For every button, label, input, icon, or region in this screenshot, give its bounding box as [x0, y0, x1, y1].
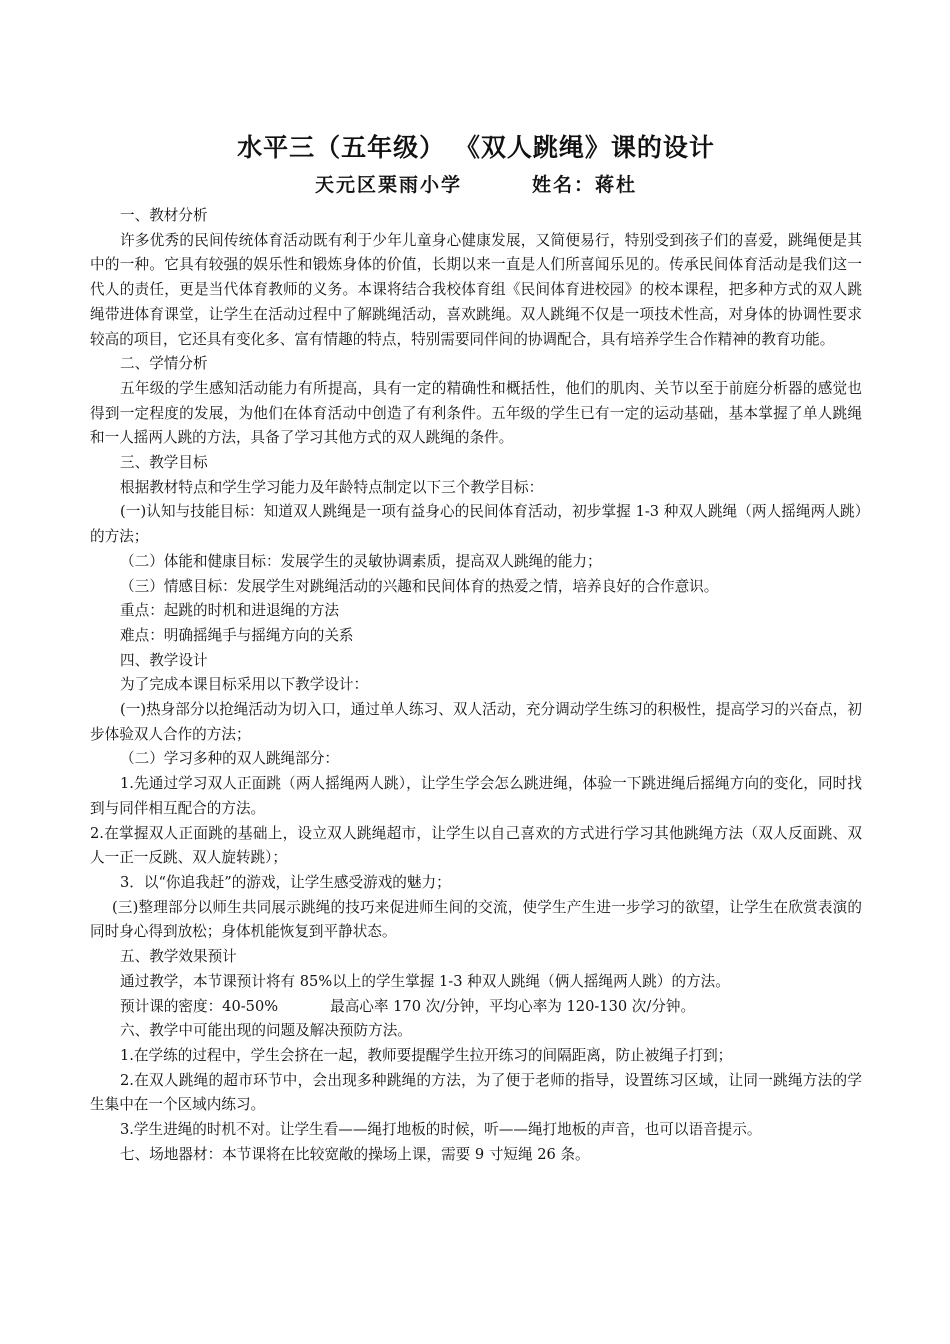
section-3-intro: 根据教材特点和学生学习能力及年龄特点制定以下三个教学目标： [120, 478, 544, 496]
section-6-item-1: 1.在学练的过程中，学生会挤在一起，教师要提醒学生拉开练习的间隔距离，防止被绳子打到； [120, 1046, 733, 1064]
document-subtitle [90, 168, 862, 202]
document-page [90, 128, 862, 1167]
section-6-item-3: 3.学生进绳的时机不对。让学生看——绳打地板的时候，听——绳打地板的声音，也可以语音提示。 [120, 1121, 762, 1139]
section-4-part-3: (三)整理部分以师生共同展示跳绳的技巧来促进师生间的交流，使学生产生进一步学习的欲望，让学生在欣赏表演的同时身心得到放松；身体机能恢复到平静状态。 [90, 898, 862, 941]
section-6-item-2: 2.在双人跳绳的超市环节中，会出现多种跳绳的方法，为了便于老师的指导，设置练习区域，让同一跳绳方法的学生集中在一个区域内练习。 [90, 1071, 862, 1114]
section-4-heading: 四、教学设计 [120, 651, 208, 669]
section-3-goal-2: （二）体能和健康目标：发展学生的灵敏协调素质，提高双人跳绳的能力； [120, 552, 602, 570]
section-4-intro: 为了完成本课目标采用以下教学设计： [120, 676, 369, 694]
section-4-part-1: (一)热身部分以抢绳活动为切入口，通过单人练习、双人活动，充分调动学生练习的积极性，提高学习的兴奋点，初步体验双人合作的方法； [90, 701, 862, 743]
document-title: 水平三（五年级） 《双人跳绳》课的设计 [237, 133, 715, 162]
lesson-density: 预计课的密度：40-50% [120, 997, 279, 1015]
section-6-heading: 六、教学中可能出现的问题及解决预防方法。 [120, 1022, 412, 1040]
section-7: 七、场地器材：本节课将在比较宽敞的操场上课，需要 9 寸短绳 26 条。 [120, 1145, 590, 1163]
section-2-body: 五年级的学生感知活动能力有所提高，具有一定的精确性和概括性，他们的肌肉、关节以至于前庭分析器的感觉也得到一定程度的发展，为他们在体育活动中创造了有利条件。五年级的学生已有一定的运动基础，基本掌握了单人跳绳和一人摇两人跳的方法，具备了学习其他方式的双人跳绳的条件。 [90, 379, 862, 447]
section-2-heading: 二、学情分析 [120, 355, 208, 373]
section-1-body: 许多优秀的民间传统体育活动既有利于少年儿童身心健康发展，又简便易行，特别受到孩子们的喜爱，跳绳便是其中的一种。它具有较强的娱乐性和锻炼身体的价值，长期以来一直是人们所喜闻乐见的。传承民间体育活动是我们这一代人的责任，更是当代体育教师的义务。本课将结合我校体育组《民间体育进校园》的校本课程，把多种方式的双人跳绳带进体育课堂，让学生在活动过程中了解跳绳活动，喜欢跳绳。双人跳绳不仅是一项技术性高，对身体的协调性要求较高的项目，它还具有变化多、富有情趣的特点，特别需要同伴间的协调配合，具有培养学生合作精神的教育功能。 [90, 231, 862, 348]
section-4-item-1: 1.先通过学习双人正面跳（两人摇绳两人跳），让学生学会怎么跳进绳，体验一下跳进绳后摇绳方向的变化，同时找到与同伴相互配合的方法。 [90, 775, 862, 817]
section-3-goal-1: (一)认知与技能目标：知道双人跳绳是一项有益身心的民间体育活动，初步掌握 1-3 种双人跳绳（两人摇绳两人跳）的方法； [90, 503, 862, 546]
section-4-part-2: （二）学习多种的双人跳绳部分： [120, 750, 339, 768]
section-1-heading: 一、教材分析 [120, 207, 208, 224]
section-3-key-point: 重点：起跳的时机和进退绳的方法 [120, 602, 339, 620]
section-4-item-2: 2.在掌握双人正面跳的基础上，设立双人跳绳超市，让学生以自己喜欢的方式进行学习其他跳绳方法（双人反面跳、双人一正一反跳、双人旋转跳）； [90, 824, 862, 867]
section-3-goal-3: （三）情感目标：发展学生对跳绳活动的兴趣和民间体育的热爱之情，培养良好的合作意识。 [120, 577, 719, 595]
school-name: 天元区栗雨小学 [314, 174, 462, 196]
heart-rate: 最高心率 170 次/分钟，平均心率为 120-130 次/分钟。 [330, 997, 696, 1015]
section-4-item-3: 3．以“你追我赶”的游戏，让学生感受游戏的魅力； [120, 873, 451, 891]
section-5-metrics [90, 995, 862, 1020]
author-name: 姓名：蒋杜 [532, 174, 638, 196]
section-3-difficulty: 难点：明确摇绳手与摇绳方向的关系 [120, 626, 354, 644]
section-5-heading: 五、教学效果预计 [120, 948, 237, 966]
section-3-heading: 三、教学目标 [120, 454, 208, 472]
section-5-body: 通过教学，本节课预计将有 85%以上的学生掌握 1-3 种双人跳绳（俩人摇绳两人跳）的方法。 [120, 972, 730, 990]
